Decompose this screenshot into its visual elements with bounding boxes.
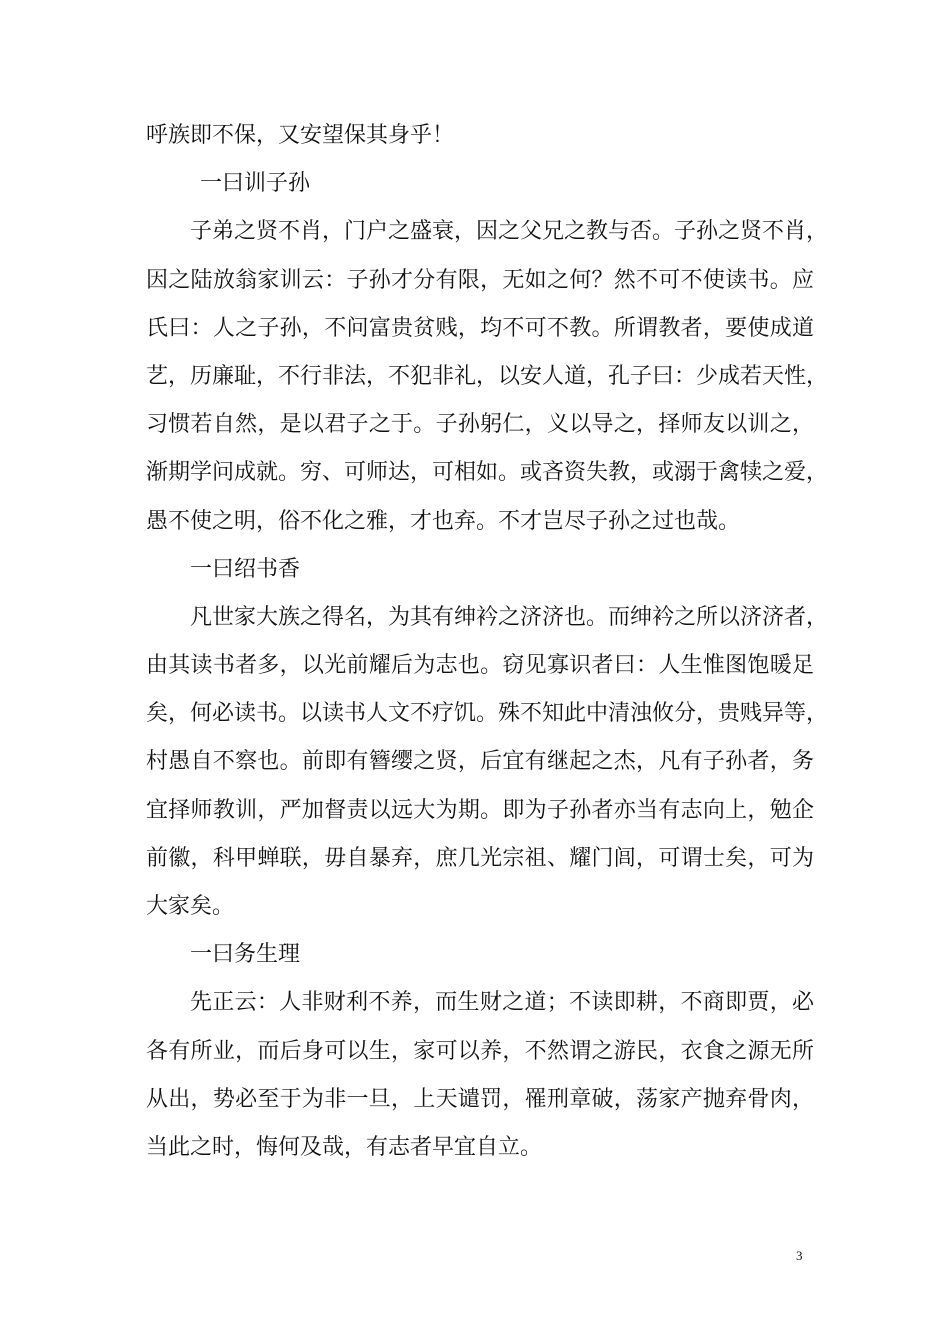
paragraph-line: 宜择师教训，严加督责以远大为期。即为子孙者亦当有志向上，勉企: [146, 797, 814, 823]
paragraph-line: 凡世家大族之得名，为其有绅衿之济济也。而绅衿之所以济济者，: [190, 604, 829, 630]
paragraph-line: 村愚自不察也。前即有簪缨之贤，后宜有继起之杰，凡有子孙者，务: [146, 749, 814, 775]
paragraph-line: 渐期学问成就。穷、可师达，可相如。或吝资失教，或溺于禽犊之爱，: [146, 460, 829, 486]
paragraph-line: 从出，势必至于为非一旦，上天谴罚，罹刑章破，荡家产抛弃骨肉，: [146, 1086, 814, 1112]
paragraph-line: 氏曰：人之子孙，不问富贵贫贱，均不可不教。所谓教者，要使成道: [146, 315, 814, 341]
paragraph-line: 愚不使之明，俗不化之雅，才也弃。不才岂尽子孙之过也哉。: [146, 508, 741, 534]
section-heading: 一曰绍书香: [190, 556, 301, 582]
paragraph-line: 呼族即不保，又安望保其身乎！: [146, 123, 455, 148]
paragraph-line: 当此之时，悔何及哉，有志者早宜自立。: [146, 1134, 543, 1160]
paragraph-line: 前徽，科甲蝉联，毋自暴弃，庶几光宗祖、耀门闾，可谓士矣，可为: [146, 845, 814, 871]
section-heading: 一曰训子孙: [200, 171, 311, 197]
body-text: [146, 112, 829, 1172]
paragraph-line: 大家矣。: [146, 894, 235, 919]
paragraph-line: 矣，何必读书。以读书人文不疗饥。殊不知此中清浊攸分，贵贱异等，: [146, 701, 829, 727]
section-heading: 一曰务生理: [190, 942, 301, 968]
paragraph-line: 由其读书者多，以光前耀后为志也。窃见寡识者曰：人生惟图饱暖足: [146, 653, 814, 679]
paragraph-line: 因之陆放翁家训云：子孙才分有限，无如之何？然不可不使读书。应: [146, 267, 814, 293]
paragraph-line: 各有所业，而后身可以生，家可以养，不然谓之游民，衣食之源无所: [146, 1038, 814, 1064]
paragraph-line: 艺，历廉耻，不行非法，不犯非礼，以安人道，孔子曰：少成若天性，: [146, 363, 829, 389]
page-number: 3: [796, 1248, 803, 1263]
paragraph-line: 子弟之贤不肖，门户之盛衰，因之父兄之教与否。子孙之贤不肖，: [190, 219, 829, 245]
paragraph-line: 习惯若自然，是以君子之于。子孙躬仁，义以导之，择师友以训之，: [146, 412, 814, 438]
paragraph-line: 先正云：人非财利不养，而生财之道；不读即耕，不商即贾，必: [190, 990, 814, 1016]
